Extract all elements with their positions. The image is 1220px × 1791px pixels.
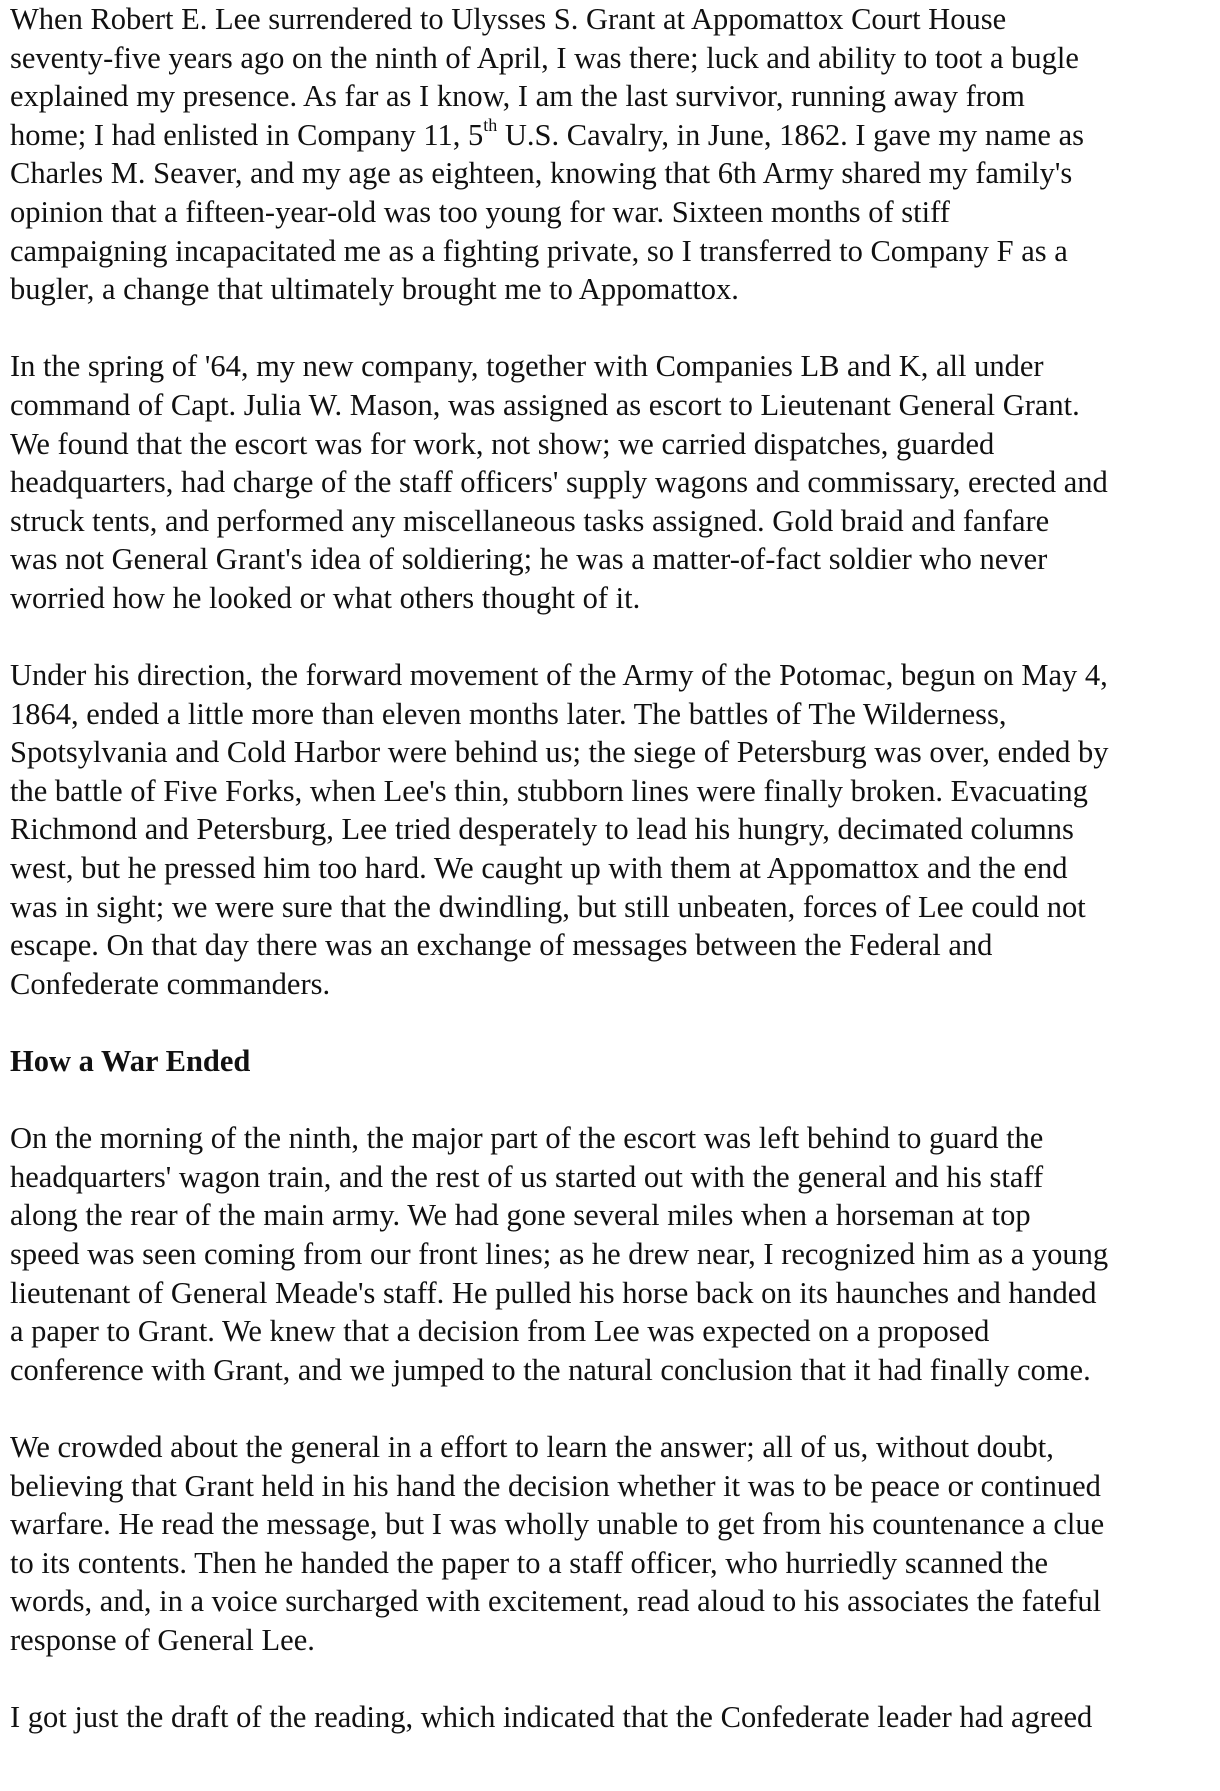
text-line: response of General Lee. xyxy=(10,1622,315,1657)
text-line: In the spring of '64, my new company, together with Companies LB and K, all under xyxy=(10,349,1044,384)
text-line: We crowded about the general in a effort to learn the answer; all of us, without doubt, xyxy=(10,1429,1054,1464)
paragraph-gap xyxy=(10,1660,1210,1699)
text-line: conference with Grant, and we jumped to the natural conclusion that it had finally come. xyxy=(10,1352,1091,1387)
text-line: Confederate commanders. xyxy=(10,966,331,1001)
paragraph-2 xyxy=(10,347,1210,617)
text-line: escape. On that day there was an exchange of messages between the Federal and xyxy=(10,928,993,963)
text-line: west, but he pressed him too hard. We caught up with them at Appomattox and the end xyxy=(10,851,1068,886)
text-line: was not General Grant's idea of soldiering; he was a matter-of-fact soldier who never xyxy=(10,542,1048,577)
text-line: the battle of Five Forks, when Lee's thin, stubborn lines were finally broken. Evacuating xyxy=(10,773,1088,808)
text-line: lieutenant of General Meade's staff. He pulled his horse back on its haunches and handed xyxy=(10,1275,1097,1310)
paragraph-5 xyxy=(10,1428,1210,1660)
text-line: warfare. He read the message, but I was wholly unable to get from his countenance a clue xyxy=(10,1507,1105,1542)
text-line: was in sight; we were sure that the dwindling, but still unbeaten, forces of Lee could not xyxy=(10,889,1086,924)
text-line: headquarters, had charge of the staff officers' supply wagons and commissary, erected and xyxy=(10,465,1108,500)
text-line: worried how he looked or what others thought of it. xyxy=(10,580,641,615)
text-line: seventy-five years ago on the ninth of April, I was there; luck and ability to toot a bugle xyxy=(10,40,1079,75)
text-line: 1864, ended a little more than eleven months later. The battles of The Wilderness, xyxy=(10,696,1007,731)
text-line: campaigning incapacitated me as a fighting private, so I transferred to Company F as a xyxy=(10,233,1068,268)
text-line: Richmond and Petersburg, Lee tried desperately to lead his hungry, decimated columns xyxy=(10,812,1074,847)
paragraph-gap xyxy=(10,1003,1210,1042)
paragraph-gap xyxy=(10,618,1210,657)
text-line: struck tents, and performed any miscellaneous tasks assigned. Gold braid and fanfare xyxy=(10,503,1050,538)
text-line: Spotsylvania and Cold Harbor were behind us; the siege of Petersburg was over, ended by xyxy=(10,735,1109,770)
text-line: Charles M. Seaver, and my age as eighteen, knowing that 6th Army shared my family's xyxy=(10,156,1073,191)
ordinal-superscript: th xyxy=(483,114,498,135)
section-heading: How a War Ended xyxy=(10,1044,251,1079)
text-line: opinion that a fifteen-year-old was too young for war. Sixteen months of stiff xyxy=(10,194,950,229)
document-page xyxy=(10,0,1210,1737)
paragraph-gap xyxy=(10,1389,1210,1428)
paragraph-6 xyxy=(10,1698,1210,1737)
text-fragment: home; I had enlisted in Company 11, 5 xyxy=(10,117,484,152)
text-line: speed was seen coming from our front lines; as he drew near, I recognized him as a young xyxy=(10,1237,1109,1271)
text-line-with-superscript xyxy=(10,116,1210,155)
text-line: along the rear of the main army. We had gone several miles when a horseman at top xyxy=(10,1198,1031,1233)
paragraph-1 xyxy=(10,0,1210,309)
section-heading-block xyxy=(10,1042,1210,1081)
paragraph-gap xyxy=(10,309,1210,348)
text-line: command of Capt. Julia W. Mason, was assigned as escort to Lieutenant General Grant. xyxy=(10,387,1080,422)
text-line: On the morning of the ninth, the major part of the escort was left behind to guard the xyxy=(10,1121,1044,1156)
paragraph-3 xyxy=(10,656,1210,1003)
text-line: Under his direction, the forward movement of the Army of the Potomac, begun on May 4, xyxy=(10,658,1108,693)
paragraph-4 xyxy=(10,1119,1210,1389)
text-line: When Robert E. Lee surrendered to Ulysses S. Grant at Appomattox Court House xyxy=(10,2,1007,36)
text-line: to its contents. Then he handed the paper to a staff officer, who hurriedly scanned the xyxy=(10,1545,1048,1580)
text-line: a paper to Grant. We knew that a decision from Lee was expected on a proposed xyxy=(10,1314,990,1349)
text-fragment: U.S. Cavalry, in June, 1862. I gave my name as xyxy=(497,117,1084,152)
text-line: headquarters' wagon train, and the rest of us started out with the general and his staff xyxy=(10,1159,1044,1194)
text-line: bugler, a change that ultimately brought me to Appomattox. xyxy=(10,272,739,307)
paragraph-gap xyxy=(10,1081,1210,1120)
text-line: explained my presence. As far as I know, I am the last survivor, running away from xyxy=(10,79,1025,114)
text-line: words, and, in a voice surcharged with excitement, read aloud to his associates the fateful xyxy=(10,1584,1102,1619)
text-line: believing that Grant held in his hand the decision whether it was to be peace or continued xyxy=(10,1468,1101,1503)
text-line: I got just the draft of the reading, which indicated that the Confederate leader had agreed xyxy=(10,1700,1093,1735)
text-line: We found that the escort was for work, not show; we carried dispatches, guarded xyxy=(10,426,995,461)
